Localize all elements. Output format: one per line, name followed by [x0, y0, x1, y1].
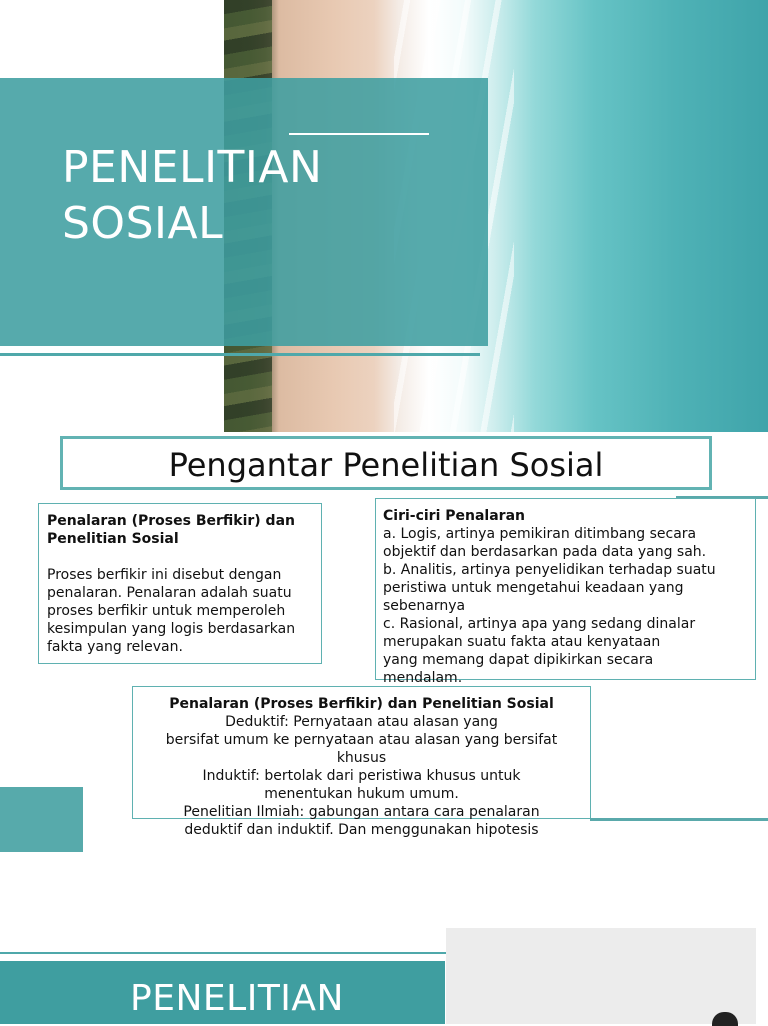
- slide-title-line-1: PENELITIAN: [62, 142, 323, 193]
- card-ciri-ciri: [375, 498, 756, 686]
- card-ciri-ciri-line: sebenarnya: [383, 598, 466, 614]
- card-deduktif-induktif: [132, 686, 591, 838]
- card-deduktif-line: bersifat umum ke pernyataan atau alasan yang bersifat: [165, 732, 558, 748]
- card-deduktif-line: deduktif dan induktif. Dan menggunakan hipotesis: [184, 822, 539, 838]
- card-ciri-ciri-line: peristiwa untuk mengetahui keadaan yang: [383, 580, 684, 596]
- card-penalaran-heading-line: Penalaran (Proses Berfikir) dan: [47, 513, 295, 529]
- title-accent-line: [289, 133, 429, 135]
- card-deduktif-line: khusus: [336, 750, 387, 766]
- section-title: Pengantar Penelitian Sosial: [168, 446, 604, 484]
- card-penalaran-heading: [47, 512, 313, 548]
- card-ciri-ciri-line: objektif dan berdasarkan pada data yang sah.: [383, 544, 707, 560]
- slide3-divider-line: [0, 952, 446, 954]
- teal-accent-block: [0, 787, 83, 852]
- card-deduktif-line: Induktif: bertolak dari peristiwa khusus untuk: [202, 768, 521, 784]
- card-penalaran-heading-line: Penelitian Sosial: [47, 531, 179, 547]
- card-ciri-ciri-line: merupakan suatu fakta atau kenyataan: [383, 634, 661, 650]
- card-ciri-ciri-heading: Ciri-ciri Penalaran: [383, 508, 525, 524]
- slide3-gray-panel: [446, 928, 756, 1024]
- card-ciri-ciri-line: yang memang dapat dipikirkan secara: [383, 652, 654, 668]
- card-penalaran-line: fakta yang relevan.: [47, 639, 183, 655]
- card-penalaran: [38, 503, 322, 664]
- card-penalaran-line: penalaran. Penalaran adalah suatu: [47, 585, 292, 601]
- card-penalaran-line: Proses berfikir ini disebut dengan: [47, 567, 282, 583]
- card-ciri-ciri-line: c. Rasional, artinya apa yang sedang dinalar: [383, 616, 696, 632]
- title-divider-line: [0, 353, 480, 356]
- slide-title: [62, 140, 462, 252]
- card-deduktif-line: Deduktif: Pernyataan atau alasan yang: [225, 714, 498, 730]
- card-penalaran-line: kesimpulan yang logis berdasarkan: [47, 621, 296, 637]
- mid-divider-line: [590, 818, 768, 821]
- card-penalaran-body: [47, 566, 313, 656]
- card-ciri-ciri-line: mendalam.: [383, 670, 463, 686]
- card-ciri-ciri-line: b. Analitis, artinya penyelidikan terhadap suatu: [383, 562, 716, 578]
- card-deduktif-line: menentukan hukum umum.: [264, 786, 459, 802]
- slide-title-line-2: SOSIAL: [62, 198, 224, 249]
- card-deduktif-line: Penelitian Ilmiah: gabungan antara cara penalaran: [183, 804, 540, 820]
- card-deduktif-heading: Penalaran (Proses Berfikir) dan Penelitian Sosial: [169, 696, 554, 712]
- card-ciri-ciri-line: a. Logis, artinya pemikiran ditimbang secara: [383, 526, 697, 542]
- card-penalaran-line: proses berfikir untuk memperoleh: [47, 603, 286, 619]
- slide3-title: PENELITIAN: [130, 978, 344, 1019]
